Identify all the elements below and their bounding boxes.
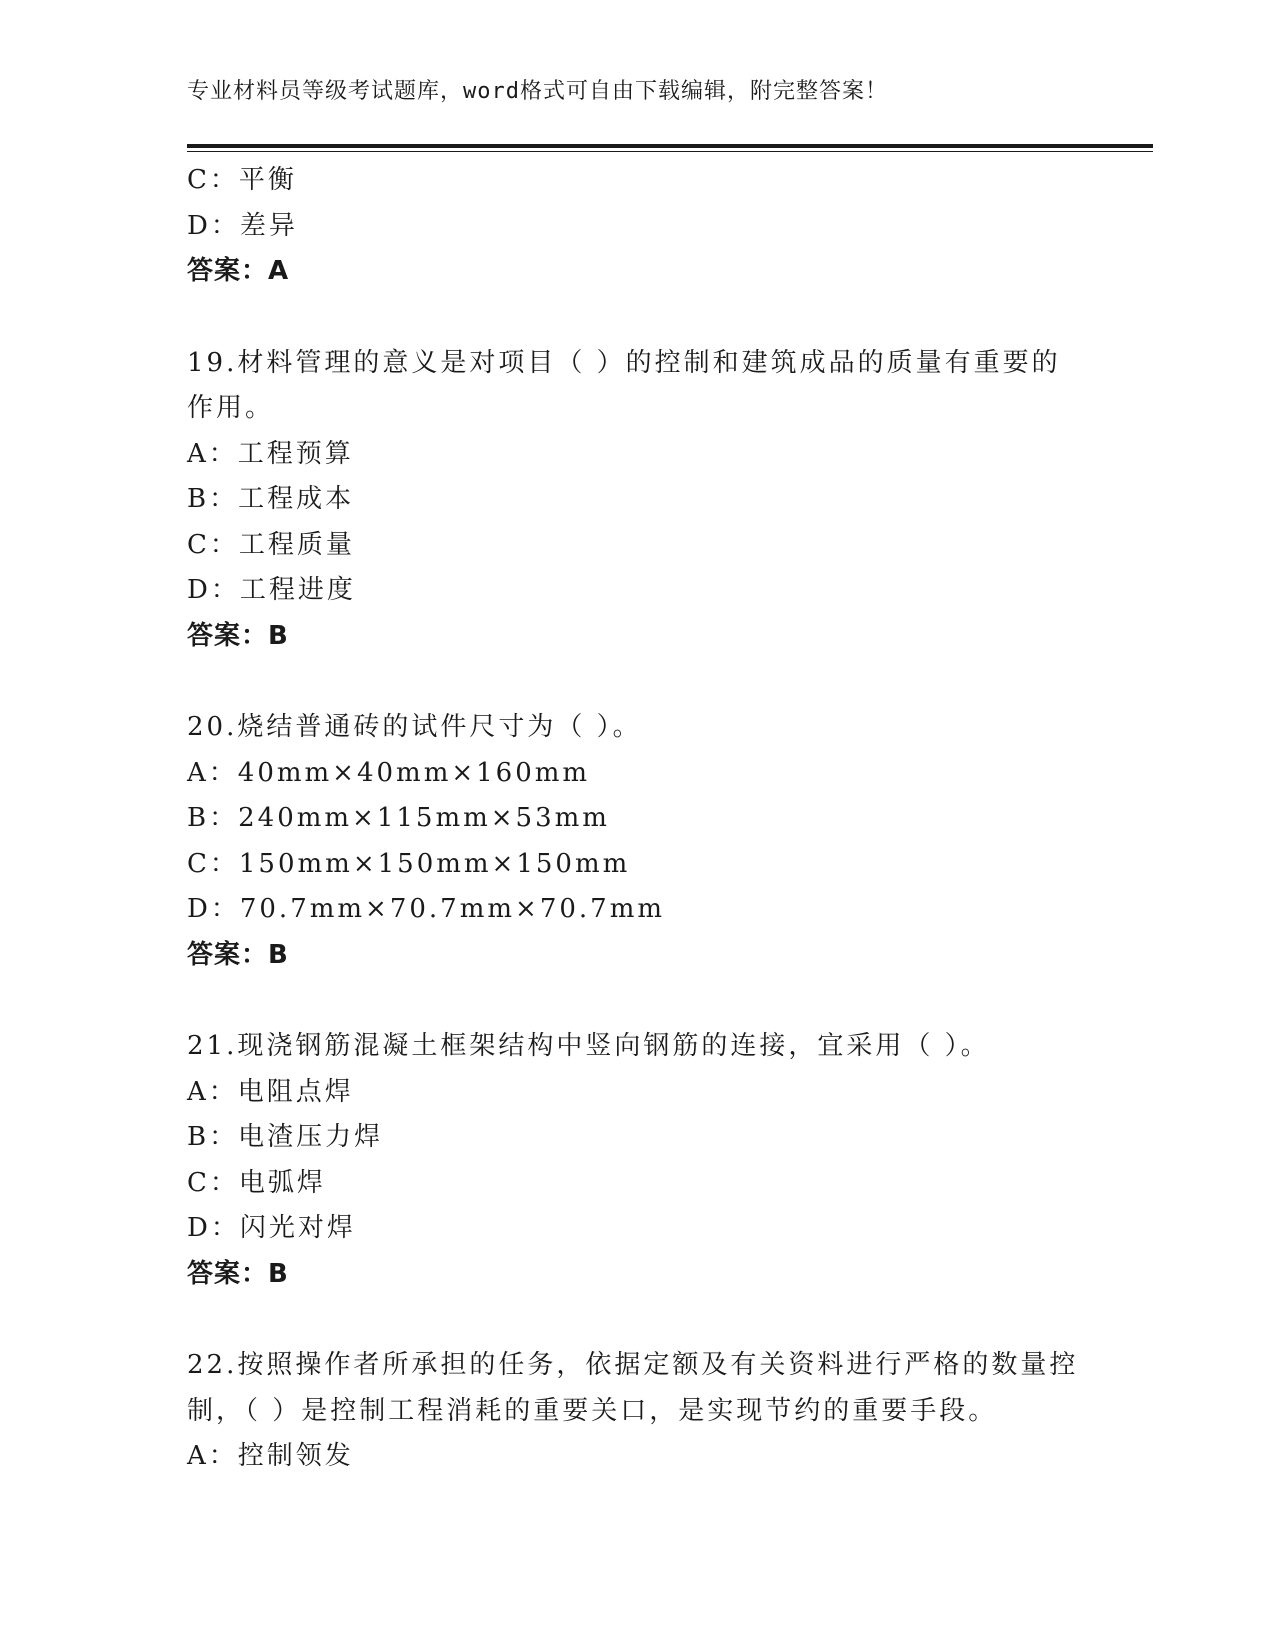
question-stem: 制，（ ）是控制工程消耗的重要关口，是实现节约的重要手段。 <box>187 1395 998 1426</box>
option-a: A：40mm×40mm×160mm <box>187 757 591 788</box>
page-header: 专业材料员等级考试题库，word格式可自由下载编辑，附完整答案！ <box>187 79 888 104</box>
answer: 答案：B <box>187 620 289 651</box>
option-d: D：70.7mm×70.7mm×70.7mm <box>187 894 666 924</box>
question-20 <box>187 705 1087 978</box>
option-b: B：工程成本 <box>187 484 355 514</box>
option-b: B：240mm×115mm×53mm <box>187 803 610 833</box>
question-stem: 20.烧结普通砖的试件尺寸为（ ）。 <box>187 712 642 742</box>
answer: 答案：A <box>187 256 290 286</box>
question-stem: 21.现浇钢筋混凝土框架结构中竖向钢筋的连接，宜采用（ ）。 <box>187 1031 990 1061</box>
question-stem: 作用。 <box>187 393 275 423</box>
header-divider-thick <box>187 144 1153 148</box>
question-22 <box>187 1343 1087 1480</box>
option-c: C：150mm×150mm×150mm <box>187 848 631 879</box>
option-a: A：工程预算 <box>187 438 354 469</box>
option-b: B：电渣压力焊 <box>187 1122 384 1152</box>
option-c: C：电弧焊 <box>187 1167 326 1198</box>
header-divider-thin <box>187 151 1153 152</box>
question-21 <box>187 1024 1087 1297</box>
option-c: C：平衡 <box>187 165 297 195</box>
prev-question <box>187 158 1087 295</box>
question-stem: 19.材料管理的意义是对项目（ ）的控制和建筑成品的质量有重要的 <box>187 347 1061 378</box>
option-d: D：闪光对焊 <box>187 1213 356 1243</box>
option-d: D：差异 <box>187 210 298 241</box>
option-c: C：工程质量 <box>187 529 355 560</box>
answer: 答案：B <box>187 939 289 970</box>
question-content <box>187 158 1087 1480</box>
option-d: D：工程进度 <box>187 575 356 605</box>
option-a: A：电阻点焊 <box>187 1076 354 1107</box>
option-a: A：控制领发 <box>187 1441 354 1471</box>
answer: 答案：B <box>187 1258 289 1289</box>
question-stem: 22.按照操作者所承担的任务，依据定额及有关资料进行严格的数量控 <box>187 1350 1079 1380</box>
question-19 <box>187 341 1087 660</box>
